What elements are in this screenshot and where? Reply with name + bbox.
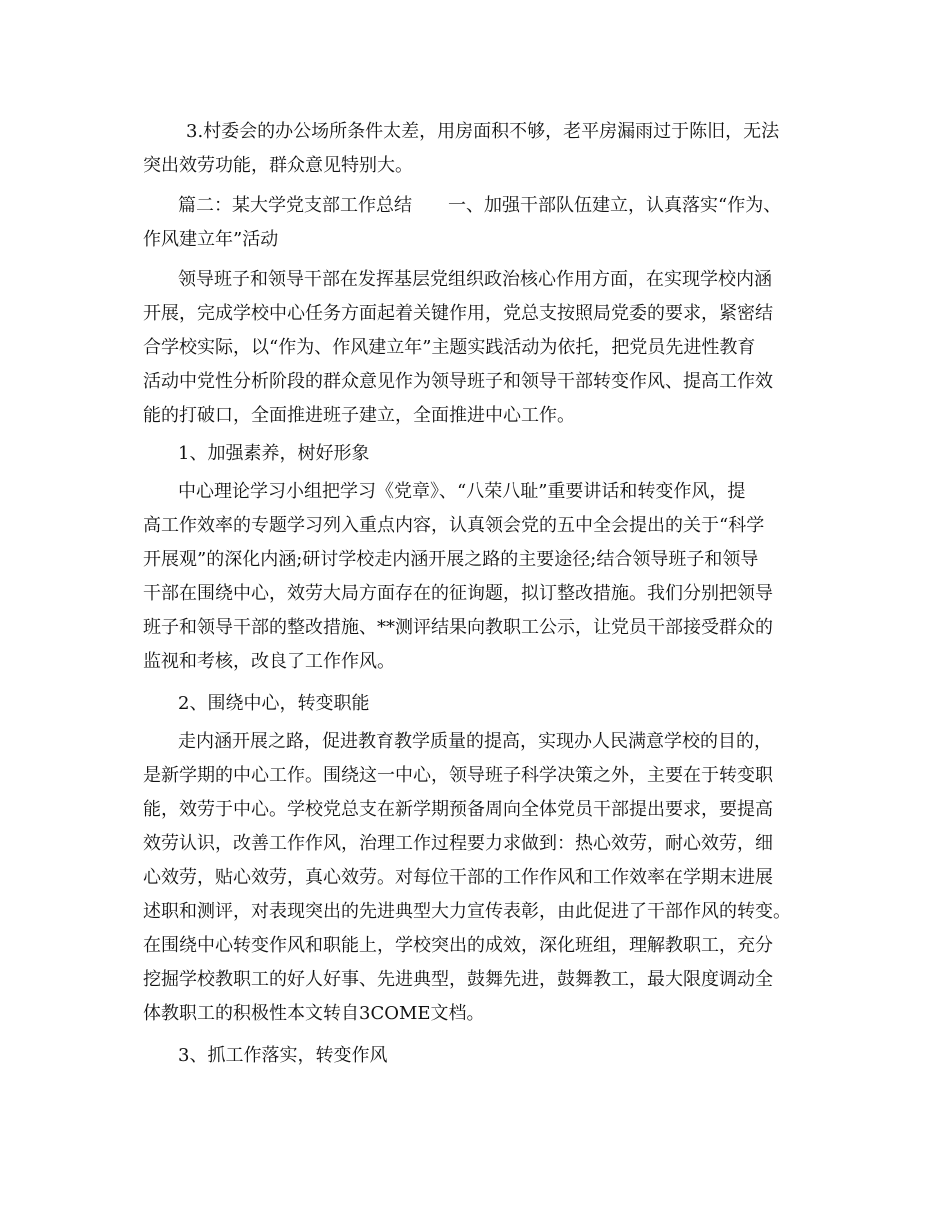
section-heading: 1、加强素养，树好形象 — [178, 443, 370, 464]
paragraph-line: 高工作效率的专题学习列入重点内容，认真领会党的五中全会提出的关于“科学 — [143, 515, 765, 536]
paragraph-line: 活动中党性分析阶段的群众意见作为领导班子和领导干部转变作风、提高工作效 — [143, 371, 773, 392]
section-heading: 3、抓工作落实，转变作风 — [178, 1045, 388, 1066]
paragraph-line: 开展，完成学校中心任务方面起着关键作用，党总支按照局党委的要求，紧密结 — [143, 303, 773, 324]
paragraph-line: 开展观”的深化内涵;研讨学校走内涵开展之路的主要途径;结合领导班子和领导 — [143, 549, 759, 570]
paragraph-line: 能的打破口，全面推进班子建立，全面推进中心工作。 — [143, 405, 575, 426]
paragraph-line: 班子和领导干部的整改措施、**测评结果向教职工公示，让党员干部接受群众的 — [143, 617, 773, 638]
paragraph-line: 效劳认识，改善工作作风，治理工作过程要力求做到：热心效劳，耐心效劳，细 — [143, 833, 773, 854]
paragraph-line: 突出效劳功能，群众意见特别大。 — [143, 155, 413, 176]
paragraph-line: 心效劳，贴心效劳，真心效劳。对每位干部的工作作风和工作效率在学期末进展 — [143, 867, 773, 888]
paragraph-line: 挖掘学校教职工的好人好事、先进典型，鼓舞先进，鼓舞教工，最大限度调动全 — [143, 969, 773, 990]
paragraph-line: 作风建立年”活动 — [143, 229, 279, 250]
paragraph-line: 监视和考核，改良了工作作风。 — [143, 651, 395, 672]
section-heading: 2、围绕中心，转变职能 — [178, 693, 370, 714]
paragraph-line: 领导班子和领导干部在发挥基层党组织政治核心作用方面，在实现学校内涵 — [178, 269, 772, 290]
paragraph-line: 篇二：某大学党支部工作总结 一、加强干部队伍建立，认真落实“作为、 — [178, 195, 782, 216]
paragraph-line: 是新学期的中心工作。围绕这一中心，领导班子科学决策之外，主要在于转变职 — [143, 765, 773, 786]
paragraph-line: 述职和测评，对表现突出的先进典型大力宣传表彰，由此促进了干部作风的转变。 — [143, 901, 791, 922]
paragraph-line: 能，效劳于中心。学校党总支在新学期预备周向全体党员干部提出要求，要提高 — [143, 799, 773, 820]
paragraph-line: 走内涵开展之路，促进教育教学质量的提高，实现办人民满意学校的目的， — [178, 731, 772, 752]
paragraph-line: 在围绕中心转变作风和职能上，学校突出的成效，深化班组，理解教职工，充分 — [143, 935, 773, 956]
paragraph-line: 干部在围绕中心，效劳大局方面存在的征询题，拟订整改措施。我们分别把领导 — [143, 583, 773, 604]
paragraph-line: 中心理论学习小组把学习《党章》、“八荣八耻”重要讲话和转变作风，提 — [178, 481, 746, 502]
paragraph-line: 3.村委会的办公场所条件太差，用房面积不够，老平房漏雨过于陈旧，无法 — [186, 121, 780, 142]
paragraph-line: 合学校实际，以“作为、作风建立年”主题实践活动为依托，把党员先进性教育 — [143, 337, 756, 358]
paragraph-line: 体教职工的积极性本文转自3COME文档。 — [143, 1003, 485, 1024]
